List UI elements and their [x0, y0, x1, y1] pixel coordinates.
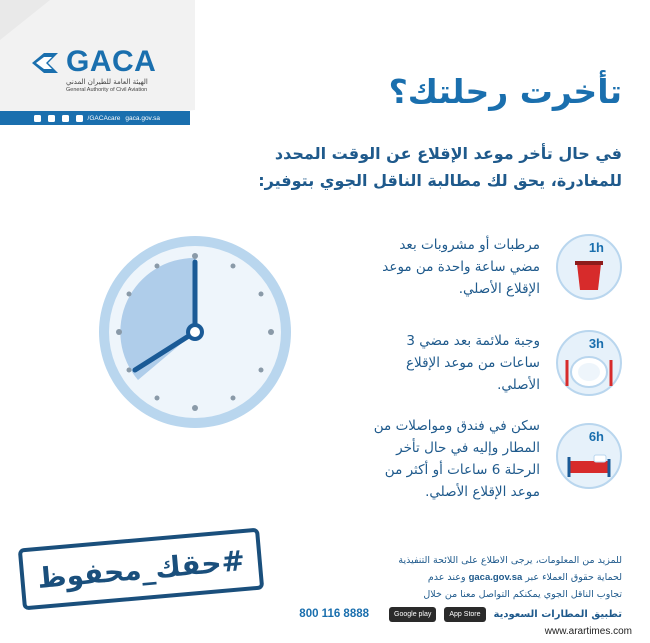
hashtag-stamp: #حقك_محفوظ — [18, 528, 264, 611]
benefit-text: مرطبات أو مشروبات بعد مضي ساعة واحدة من موعد الإقلاع الأصلي. — [382, 237, 540, 297]
website-link[interactable]: gaca.gov.sa — [125, 114, 160, 122]
badge-3h: 3h — [588, 336, 604, 351]
gaca-logo[interactable] — [30, 45, 170, 95]
phone-number[interactable]: 800 116 8888 — [299, 608, 370, 620]
clock-illustration — [95, 232, 295, 432]
benefit-item-3h — [362, 330, 622, 400]
app-store-badge[interactable]: App Store — [444, 607, 485, 622]
benefit-item-1h — [362, 234, 622, 304]
badge-1h: 1h — [588, 240, 604, 255]
instagram-icon[interactable] — [48, 115, 55, 122]
benefit-circle — [556, 234, 622, 300]
app-label: تطبيق المطارات السعودية — [493, 608, 622, 620]
more-info-link[interactable]: gaca.gov.sa — [468, 572, 523, 583]
more-info-text — [317, 552, 622, 603]
intro-text: في حال تأخر موعد الإقلاع عن الوقت المحدد للمغادرة، يحق لك مطالبة الناقل الجوي بتوفير: — [258, 144, 622, 190]
benefit-circle — [556, 330, 622, 396]
logo-name-arabic: الهيئة العامة للطيران المدني — [66, 78, 148, 86]
badge-6h: 6h — [588, 429, 604, 444]
benefit-text: وجبة ملائمة بعد مضي 3 ساعات من موعد الإقلاع الأصلي. — [405, 333, 540, 393]
google-play-badge[interactable]: Google play — [389, 607, 436, 622]
more-info-line2 — [317, 569, 622, 586]
more-info-line1: للمزيد من المعلومات، يرجى الاطلاع على اللائحة التنفيذية — [398, 555, 622, 566]
benefit-circle — [556, 423, 622, 489]
gaca-emblem-icon — [30, 49, 60, 77]
twitter-icon[interactable] — [34, 115, 41, 122]
footer-bar — [0, 602, 650, 626]
facebook-icon[interactable] — [62, 115, 69, 122]
more-info-line2-post: وعند عدم — [427, 572, 466, 583]
benefit-text: سكن في فندق ومواصلات من المطار وإليه في حال تأخر الرحلة 6 ساعات أو أكثر من موعد الإقلاع الأصلي. — [373, 418, 540, 500]
more-info-line2-pre: لحماية حقوق العملاء عبر — [525, 572, 622, 583]
youtube-icon[interactable] — [76, 115, 83, 122]
header-logo-panel — [0, 0, 195, 125]
watermark: www.arartimes.com — [544, 626, 632, 637]
social-bar — [0, 111, 190, 125]
more-info-line3: تجاوب الناقل الجوي يمكنكم التواصل معنا من خلال — [423, 589, 622, 600]
logo-wordmark: GACA — [66, 45, 157, 78]
social-handle[interactable]: /GACAcare — [87, 114, 121, 122]
logo-name-english: General Authority of Civil Aviation — [66, 87, 148, 93]
benefit-item-6h — [362, 415, 622, 505]
page-title: تأخرت رحلتك؟ — [388, 72, 622, 111]
